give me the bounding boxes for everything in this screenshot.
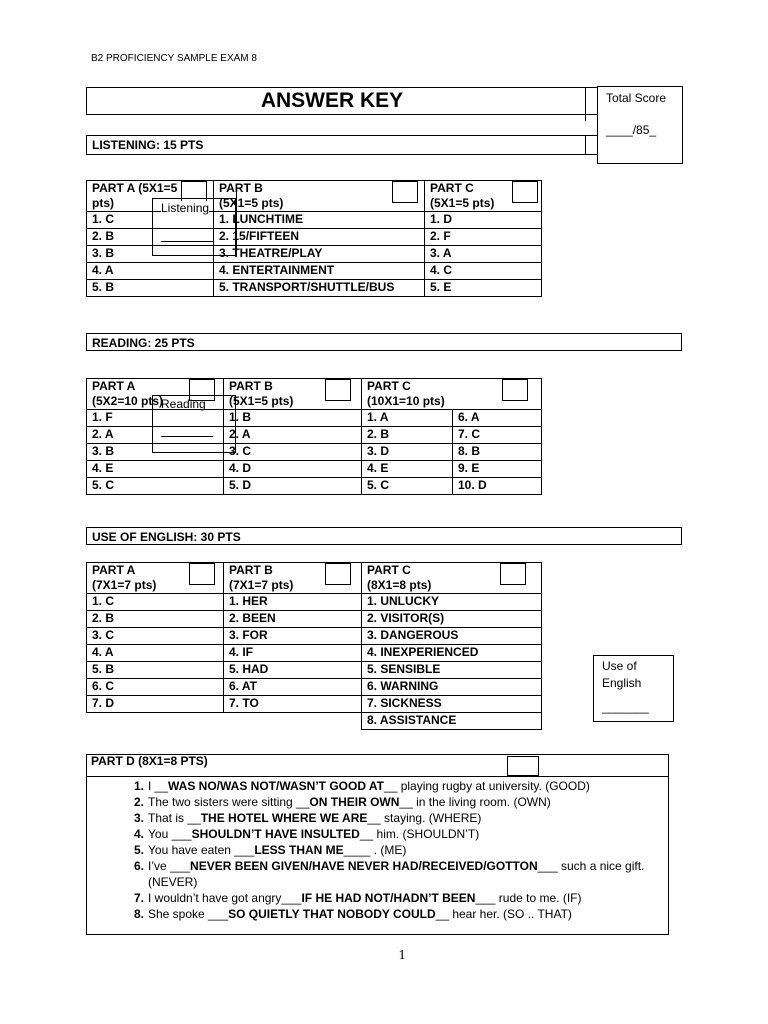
total-score-value: ____/85_ [606, 123, 657, 137]
uoe-part-b-score-box[interactable] [325, 563, 351, 585]
reading-stamp [152, 395, 236, 453]
cell: 1. A [362, 410, 453, 427]
stamp-edge [236, 185, 237, 255]
total-score-label: Total Score [606, 91, 667, 105]
item-suffix: __ him. (SHOULDN’T) [359, 827, 480, 841]
part-d-heading: PART D (8X1=8 PTS) [91, 754, 208, 768]
cell: 6. AT [224, 679, 362, 696]
table-row [87, 611, 542, 628]
cell: 1. C [87, 594, 224, 611]
title-bar [86, 87, 598, 115]
item-prefix: That is __ [148, 811, 201, 825]
cell: 5. C [362, 478, 453, 495]
listening-heading-divider [585, 135, 586, 155]
reading-heading: READING: 25 PTS [86, 333, 682, 351]
cell: 2. BEEN [224, 611, 362, 628]
list-item [133, 810, 663, 826]
cell: 9. E [453, 461, 542, 478]
cell: 7. D [87, 696, 224, 713]
cell: 5. HAD [224, 662, 362, 679]
item-answer: IF HE HAD NOT/HADN’T BEEN [301, 891, 476, 905]
cell: 3. B [87, 444, 224, 461]
uoe-part-a-score-box[interactable] [189, 563, 215, 585]
list-item [133, 858, 663, 890]
list-item [133, 842, 663, 858]
cell: 4. E [87, 461, 224, 478]
table-row [87, 263, 542, 280]
cell: 1. HER [224, 594, 362, 611]
part-d-items [133, 778, 663, 922]
item-answer: LESS THAN ME [254, 843, 344, 857]
cell: 4. A [87, 645, 224, 662]
item-number: 4. [133, 827, 144, 841]
empty-cell [87, 713, 224, 730]
cell: 1. D [425, 212, 542, 229]
header-text: PART B [229, 379, 273, 393]
cell: 7. SICKNESS [362, 696, 542, 713]
cell: 6. A [453, 410, 542, 427]
uoe-box-blank: _______ [602, 700, 649, 714]
list-item [133, 778, 663, 794]
cell: 2. 15/FIFTEEN [214, 229, 425, 246]
listening-stamp-label: Listening [161, 201, 210, 215]
item-prefix: The two sisters were sitting __ [148, 795, 310, 809]
cell: 4. INEXPERIENCED [362, 645, 542, 662]
header-text: PART C [367, 379, 411, 393]
item-answer: SHOULDN’T HAVE INSULTED [191, 827, 360, 841]
cell: 3. D [362, 444, 453, 461]
item-number: 5. [133, 843, 144, 857]
item-number: 7. [133, 891, 144, 905]
item-prefix: I wouldn’t have got angry___ [148, 891, 302, 905]
item-suffix: ___ rude to me. (IF) [475, 891, 582, 905]
use-of-english-table [86, 562, 542, 730]
header-text: PART A [92, 379, 136, 393]
cell: 1. F [87, 410, 224, 427]
item-answer: SO QUIETLY THAT NOBODY COULD [228, 907, 436, 921]
cell: 4. IF [224, 645, 362, 662]
cell: 10. D [453, 478, 542, 495]
item-number: 2. [133, 795, 144, 809]
header-subtext: (5X1=5 pts) [430, 196, 495, 210]
table-row [87, 713, 542, 730]
listening-heading: LISTENING: 15 PTS [86, 135, 598, 155]
table-row [87, 662, 542, 679]
list-item [133, 906, 663, 922]
header-subtext: (5X1=5 pts) [219, 196, 284, 210]
item-suffix: __ playing rugby at university. (GOOD) [384, 779, 590, 793]
table-row [87, 280, 542, 297]
table-row [87, 594, 542, 611]
part-d-score-box[interactable] [507, 756, 539, 776]
header-subtext: (5X2=10 pts) [92, 394, 164, 408]
listening-part-b-score-box[interactable] [392, 181, 418, 203]
item-number: 8. [133, 907, 144, 921]
cell: 5. B [87, 280, 214, 297]
cell: 4. D [224, 461, 362, 478]
cell: 3. C [224, 444, 362, 461]
item-answer: ON THEIR OWN [309, 795, 400, 809]
header-text: PART C [430, 181, 474, 195]
list-item [133, 794, 663, 810]
cell: 1. C [87, 212, 214, 229]
header-text: PART C [367, 563, 411, 577]
item-answer: THE HOTEL WHERE WE ARE [200, 811, 368, 825]
cell: 2. A [224, 427, 362, 444]
header-text: PART B [229, 563, 273, 577]
item-answer: NEVER BEEN GIVEN/HAVE NEVER HAD/RECEIVED/GOTTON [190, 859, 538, 873]
empty-cell [224, 713, 362, 730]
item-suffix: __ hear her. (SO .. THAT) [435, 907, 572, 921]
table-row [87, 645, 542, 662]
listening-part-c-score-box[interactable] [512, 181, 538, 203]
part-d-divider [86, 776, 669, 777]
item-suffix: __ staying. (WHERE) [367, 811, 482, 825]
cell: 5. C [87, 478, 224, 495]
cell: 6. WARNING [362, 679, 542, 696]
cell: 4. C [425, 263, 542, 280]
cell: 3. THEATRE/PLAY [214, 246, 425, 263]
cell: 1. LUNCHTIME [214, 212, 425, 229]
cell: 1. UNLUCKY [362, 594, 542, 611]
list-item [133, 890, 663, 906]
listening-stamp [152, 198, 236, 256]
header-subtext: pts) [92, 196, 114, 210]
page-title: ANSWER KEY [260, 89, 404, 112]
item-prefix: You ___ [148, 827, 192, 841]
header-text: PART A (5X1=5 [92, 181, 178, 195]
title-divider [585, 87, 586, 121]
cell: 8. ASSISTANCE [362, 713, 542, 730]
item-answer: WAS NO/WAS NOT/WASN’T GOOD AT [168, 779, 385, 793]
header-subtext: (5X1=5 pts) [229, 394, 294, 408]
stamp-blank-line [161, 436, 213, 437]
cell: 7. TO [224, 696, 362, 713]
cell: 2. B [87, 611, 224, 628]
cell: 3. B [87, 246, 214, 263]
cell: 2. A [87, 427, 224, 444]
cell: 5. B [87, 662, 224, 679]
header-subtext: (10X1=10 pts) [367, 394, 445, 408]
reading-stamp-label: Reading [161, 397, 206, 411]
cell: 3. A [425, 246, 542, 263]
cell: 7. C [453, 427, 542, 444]
item-suffix: ___ such a nice gift. (NEVER) [148, 859, 645, 889]
item-prefix: I __ [148, 779, 169, 793]
cell: 3. FOR [224, 628, 362, 645]
cell: 3. C [87, 628, 224, 645]
reading-part-b-score-box[interactable] [325, 379, 351, 401]
uoe-box-line2: English [602, 676, 642, 690]
item-suffix: ____ . (ME) [343, 843, 407, 857]
total-score-box [597, 86, 683, 164]
header-subtext: (7X1=7 pts) [229, 578, 294, 592]
cell: 5. SENSIBLE [362, 662, 542, 679]
item-number: 6. [133, 859, 144, 873]
cell: 4. A [87, 263, 214, 280]
uoe-box-line1: Use of [602, 659, 637, 673]
cell: 6. C [87, 679, 224, 696]
uoe-part-c-score-box[interactable] [500, 563, 526, 585]
table-row [87, 628, 542, 645]
header-text: PART A [92, 563, 136, 577]
cell: 2. B [87, 229, 214, 246]
cell: 5. E [425, 280, 542, 297]
exam-header: B2 PROFICIENCY SAMPLE EXAM 8 [91, 53, 257, 64]
item-suffix: __ in the living room. (OWN) [399, 795, 551, 809]
header-subtext: (7X1=7 pts) [92, 578, 157, 592]
item-number: 1. [133, 779, 144, 793]
cell: 4. E [362, 461, 453, 478]
cell: 5. TRANSPORT/SHUTTLE/BUS [214, 280, 425, 297]
item-prefix: She spoke ___ [148, 907, 229, 921]
cell: 3. DANGEROUS [362, 628, 542, 645]
cell: 5. D [224, 478, 362, 495]
table-row [87, 679, 542, 696]
cell: 2. F [425, 229, 542, 246]
cell: 2. VISITOR(S) [362, 611, 542, 628]
use-of-english-heading: USE OF ENGLISH: 30 PTS [86, 527, 682, 545]
cell: 8. B [453, 444, 542, 461]
header-text: PART B [219, 181, 263, 195]
header-subtext: (8X1=8 pts) [367, 578, 432, 592]
table-row [87, 696, 542, 713]
page-number: 1 [398, 948, 406, 963]
uoe-score-box [593, 655, 674, 722]
item-number: 3. [133, 811, 144, 825]
cell: 4. ENTERTAINMENT [214, 263, 425, 280]
item-prefix: I’ve ___ [148, 859, 191, 873]
part-d-list [133, 778, 663, 922]
list-item [133, 826, 663, 842]
cell: 2. B [362, 427, 453, 444]
table-row [87, 461, 542, 478]
reading-part-c-score-box[interactable] [502, 379, 528, 401]
cell: 1. B [224, 410, 362, 427]
table-row [87, 478, 542, 495]
table-header-row [87, 563, 542, 594]
item-prefix: You have eaten ___ [148, 843, 255, 857]
stamp-blank-line [161, 241, 213, 242]
